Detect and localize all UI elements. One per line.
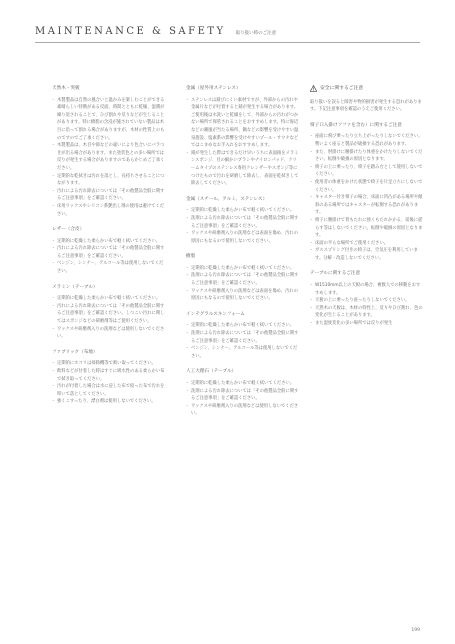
list-item: ・ 汚れによる汚れ除去については「その他製品全般に関するご注意事項」をご確認ください。 [52, 188, 166, 203]
list-item: ・ W1510mm以上の天板の場合、複数人での移動をおすすめします。 [310, 282, 424, 297]
bullet-list [186, 97, 300, 188]
list-item: ・ 洗剤による汚れ除去については「その他製品全般に関するご注意事項」をご確認ください。 [186, 272, 300, 287]
list-item: ・ 座面に飛び乗ったり立ち上がったりしないでください。勢いよく座ると製品が破損する恐れがあります。 [310, 133, 424, 148]
section-heading: 樹脂 [186, 254, 196, 260]
section [52, 85, 166, 218]
list-item: ・ 定期的に乾燥した柔らかい布で軽く拭いてください。 [52, 295, 166, 303]
list-item: ・ 汚れによる汚れ除去については「その他製品全般に関するご注意事項」をご確認ください。 [52, 245, 166, 260]
section-heading-text: 安全に関するご注意 [320, 86, 364, 91]
list-item: ・ 定期的に乾燥した柔らかい布で軽く拭いてください。 [52, 238, 166, 246]
bullet-list [52, 97, 166, 219]
list-item: ・ 木製製品は、木目や節などの違いにより色合いにバラつきが出る場合があります。また塗装色との多い場所では反りが発生する場合がありますのであらかじめご了承ください。 [52, 142, 166, 172]
list-item: ・ 定期的に乾燥した柔らかい布で軽く拭いてください。 [186, 207, 300, 215]
bullet-list [310, 133, 424, 262]
section-intro: 取り扱いを誤ると障害や物的損害が発生する恐れがあります。下記注意事項を確認のうえご使用ください。 [310, 99, 422, 113]
list-item: ・ 定期的に乾燥した柔らかい布で軽く拭いてください。 [186, 265, 300, 273]
bullet-list [186, 207, 300, 245]
bullet-list [186, 380, 300, 418]
section-heading: 金属（屋外用ステンレス） [186, 86, 241, 91]
section [186, 196, 300, 246]
list-item: ・ 使用者の体重をかけた状態で椅子を片足立ちにしないでください。 [310, 179, 424, 194]
column-2 [186, 85, 300, 426]
list-item: ・ 洗剤による汚れ除去については「その他製品全般に関するご注意事項」をご確認ください。 [186, 330, 300, 345]
section-heading: ファブリック（布地） [52, 349, 98, 355]
section-heading [310, 85, 424, 93]
list-item: ・ 飲料などが付着した時はすぐに吸水性のある柔らかい布で拭き取ってください。 [52, 368, 166, 383]
section [52, 226, 166, 276]
section-heading: レザー（合皮） [52, 227, 85, 233]
section-heading: 天然木・突板 [52, 86, 80, 91]
header-divider [35, 42, 420, 43]
bullet-list [186, 322, 300, 360]
section-heading: 金属（スチール、アルミ、ステンレス） [186, 196, 268, 202]
list-item: ・ ベンジン、シンナー、アルコール等は使用しないでください。 [186, 345, 300, 360]
column-3 [310, 85, 424, 336]
list-item: ・ また湿度変化の多い場所では反りが発生 [310, 320, 424, 328]
list-item: ・ 強くこすったり、漂白剤は使用しないでください。 [52, 398, 166, 406]
list-item: ・ 定期的にホコリは掃除機等で吸い取ってください。 [52, 360, 166, 368]
list-item: ・ ガススプリング付きの椅子は、空気圧を利用しています。分解・改造しないでください。 [310, 247, 424, 262]
list-item: ・ 天板の上に乗ったり座ったりしないでください。 [310, 297, 424, 305]
list-item: ・ 椅子に腰掛けて背もたれに強くもたれかかる、前後に揺らす等はしないでください。転倒や破損の原因となります。 [310, 217, 424, 240]
section-heading: 人工大理石（テーブル） [186, 369, 237, 375]
section-heading: インテグラルスキンフォーム [186, 311, 245, 317]
list-item: ・ 定期的に乾燥した柔らかい布で軽く拭いてください。 [186, 380, 300, 388]
bullet-list [52, 238, 166, 276]
list-item: ・ ステンレスは錆びにくい素材ですが、外部からの汚れや金属片などが付着すると錆が発生する場合があります。ご使用後は水洗いと乾燥をして、外部からの汚れがつかない場所で保管されることをおすすめします。特に海辺などの潮風が当たる場所、鍋などの影響を受けやすい温泉施設、塩素系の影響を受けやすいプール・サウナなどではこまめなお手入れをおすすめします。 [186, 97, 300, 150]
section [52, 349, 166, 406]
section [310, 270, 424, 327]
list-item: ・ 錆が発生した際はできるだけ早いうちに表面錆をメラミンスポンジ、目の細かいブラシやナイロンパッド、クリームタイプのステンレス専用クレンザーやスポンジ等につけたもので汚れを研磨して除去し、表面を乾拭きして除去してください。 [186, 150, 300, 188]
list-item: ・ ベンジン、シンナー、アルコール等は使用しないでください。 [52, 260, 166, 275]
list-item: ・ 木製製品は自然の風合いと温かみを楽しむことができる素晴らしい特徴がある反面、時間とともに乾燥、湿潤が繰り返されることで、ひび割れや反りなどが生じることがあります。特に樹脂の含浸が施されていない製品は木目に沿って割れる場合がありますが、木材の性質上のものですのでご了承ください。 [52, 97, 166, 143]
section-heading: テーブルに関するご注意 [310, 271, 361, 277]
list-item: ・ 汚れが付着した場合は水に浸した布で絞った布で汚れを叩いて落としてください。 [52, 383, 166, 398]
list-item: ・ ワックスや研磨剤入りの洗剤などは使用しないでください。 [186, 403, 300, 418]
section [310, 122, 424, 263]
section [186, 253, 300, 303]
list-item: ・ 洗剤による汚れ除去については「その他製品全般に関するご注意事項」をご確認ください。 [186, 215, 300, 230]
bullet-list [186, 265, 300, 303]
list-item: ・ 洗剤による汚れ除去については「その他製品全般に関するご注意事項」をご確認ください。 [186, 388, 300, 403]
list-item: ・ 天然木の天板は、木材の特性上、反りやひび割れ、色の変化が生じることがあります。 [310, 305, 424, 320]
section-heading: 椅子口入掛けソファを含む）に関するご注意 [310, 122, 402, 128]
list-item: ・ ワックスや研磨剤入りの洗剤などは表面を傷め、汚れの原因にもなるので使用しないでください。 [186, 230, 300, 245]
list-item: ・ キャスター付き椅子の場合、床面に凹凸がある場所や傾斜のある場所ではキャスターが転倒する恐れがあります。 [310, 194, 424, 217]
list-item: ・ ワックスや研磨剤入りの洗剤などは表面を傷め、汚れの原因にもなるので使用しないでください。 [186, 288, 300, 303]
bullet-list [310, 282, 424, 328]
page-number: 199 [411, 628, 420, 633]
section [52, 284, 166, 341]
list-item: ・ 床面の平らな場所でご使用ください。 [310, 240, 424, 248]
warning-icon [310, 85, 317, 92]
section [310, 85, 424, 114]
page-header [35, 26, 276, 37]
list-item: ・ 汚れによる汚れ除去については「その他製品全般に関するご注意事項」をご確認ください。しつこい汚れに関してはスポンジなどの研磨剤等はご使用ください。 [52, 303, 166, 326]
page-subtitle: 取り扱い時のご注意 [235, 31, 277, 36]
column-1 [52, 85, 166, 414]
bullet-list [52, 295, 166, 341]
list-item: ・ 定期的な乾拭きは汚れを落とし、長持ちさせることにつながります。 [52, 173, 166, 188]
list-item: ・ ワックスや研磨剤入りの洗剤などは使用しないでください。 [52, 326, 166, 341]
page-title: MAINTENANCE & SAFETY [35, 26, 226, 37]
bullet-list [52, 360, 166, 406]
section-heading: メラミン（テーブル） [52, 284, 98, 290]
section [186, 85, 300, 188]
list-item: ・ 床用ワックスやシリコン系艶出し剤の使用は避けてください。 [52, 203, 166, 218]
list-item: ・ 椅子の上に乗ったり、椅子を踏み台として使用しないでください。 [310, 164, 424, 179]
list-item: ・ 定期的に乾燥した柔らかい布で軽く拭いてください。 [186, 322, 300, 330]
section [186, 311, 300, 361]
section [186, 368, 300, 418]
list-item: ・ また、肘掛けに腰掛けたり体重をかけたりしないでください。転倒や破損の原因となります。 [310, 149, 424, 164]
